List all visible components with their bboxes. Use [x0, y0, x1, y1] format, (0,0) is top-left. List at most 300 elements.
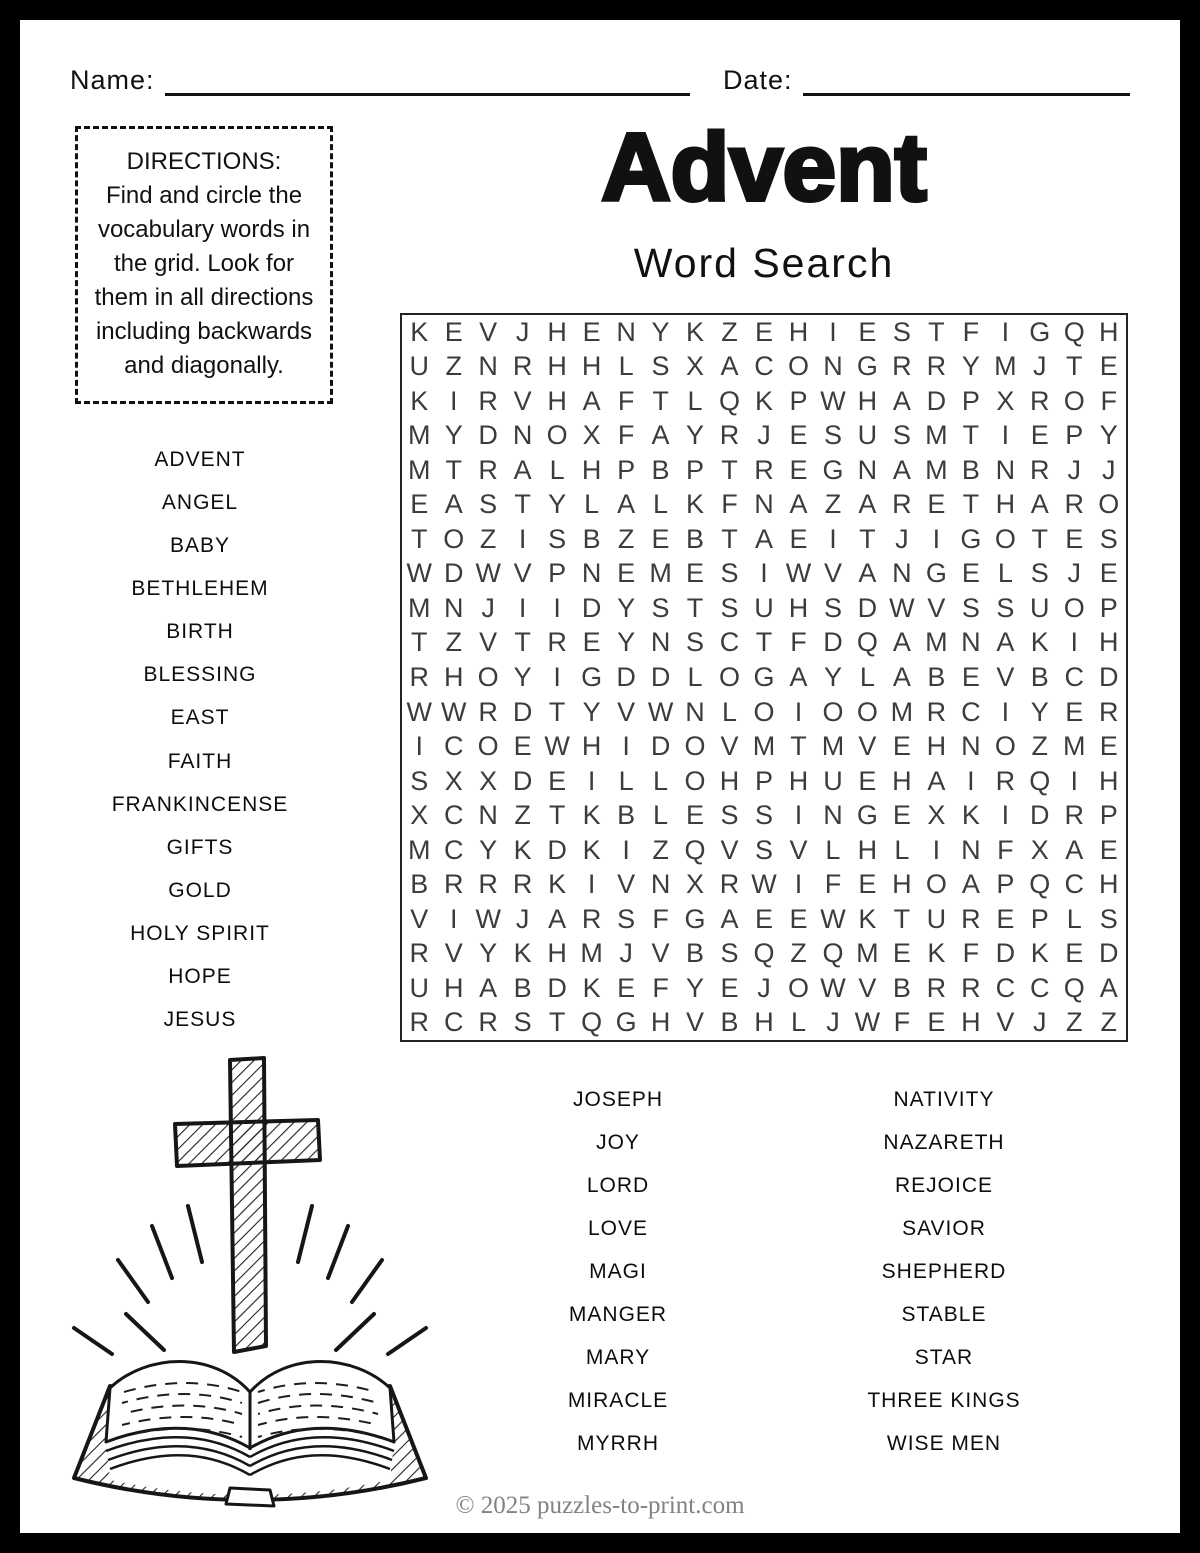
- grid-letter: J: [757, 972, 771, 1003]
- grid-letter: I: [829, 316, 837, 347]
- grid-letter: W: [820, 903, 846, 934]
- grid-letter: D: [650, 731, 671, 762]
- word-list-item: WISE MEN: [886, 1431, 1002, 1455]
- grid-letter: P: [617, 454, 636, 485]
- grid-letter: E: [617, 558, 636, 589]
- grid-letter: F: [1100, 385, 1117, 416]
- grid-letter: M: [994, 351, 1017, 382]
- grid-letter: R: [892, 489, 912, 520]
- grid-letter: N: [478, 351, 498, 382]
- grid-letter: B: [651, 454, 670, 485]
- word-list-item: THREE KINGS: [867, 1388, 1021, 1412]
- grid-letter: I: [518, 592, 527, 623]
- grid-letter: I: [622, 731, 630, 762]
- grid-letter: M: [580, 938, 603, 969]
- grid-letter: B: [1030, 661, 1049, 692]
- grid-letter: R: [547, 627, 567, 658]
- cross-icon: [175, 1058, 320, 1352]
- grid-letter: B: [582, 523, 601, 554]
- grid-letter: O: [1063, 592, 1085, 623]
- grid-letter: J: [1102, 454, 1116, 485]
- directions-heading: DIRECTIONS:: [126, 148, 282, 175]
- grid-letter: N: [754, 489, 774, 520]
- grid-letter: X: [686, 869, 705, 900]
- grid-letter: T: [1031, 523, 1049, 554]
- grid-letter: U: [754, 592, 774, 623]
- grid-letter: B: [513, 972, 532, 1003]
- grid-letter: H: [995, 489, 1016, 520]
- grid-letter: Y: [1030, 696, 1049, 727]
- grid-letter: Y: [617, 592, 636, 623]
- word-list-item: STAR: [914, 1345, 974, 1369]
- grid-letter: P: [686, 454, 705, 485]
- word-list-item: BABY: [169, 533, 231, 557]
- grid-letter: I: [794, 800, 803, 831]
- grid-letter: D: [512, 696, 533, 727]
- grid-letter: H: [1099, 627, 1119, 658]
- grid-letter: R: [512, 351, 533, 382]
- grid-letter: K: [582, 800, 601, 831]
- grid-letter: E: [686, 558, 705, 589]
- grid-letter: N: [478, 800, 498, 831]
- grid-letter: K: [686, 316, 705, 347]
- grid-letter: Y: [823, 661, 842, 692]
- grid-letter: S: [754, 834, 773, 865]
- grid-letter: J: [1033, 351, 1047, 382]
- grid-letter: N: [685, 696, 705, 727]
- grid-letter: G: [925, 558, 947, 589]
- grid-letter: F: [962, 938, 980, 969]
- grid-letter: N: [823, 351, 843, 382]
- grid-letter: I: [553, 592, 561, 623]
- grid-letter: H: [892, 869, 912, 900]
- grid-letter: I: [1001, 696, 1010, 727]
- grid-letter: W: [820, 972, 846, 1003]
- grid-letter: W: [820, 385, 846, 416]
- grid-letter: I: [932, 523, 941, 554]
- grid-letter: X: [1030, 834, 1049, 865]
- grid-letter: J: [515, 316, 530, 347]
- grid-letter: T: [652, 385, 669, 416]
- grid-letter: E: [617, 972, 636, 1003]
- grid-letter: L: [618, 765, 634, 796]
- grid-letter: O: [546, 420, 568, 451]
- word-list-item: MAGI: [589, 1259, 647, 1283]
- grid-letter: I: [415, 731, 423, 762]
- word-list-item: MYRRH: [577, 1431, 659, 1455]
- grid-letter: A: [479, 972, 498, 1003]
- grid-letter: C: [1064, 661, 1085, 692]
- grid-letter: R: [961, 972, 981, 1003]
- date-label: Date:: [723, 65, 793, 95]
- grid-letter: U: [409, 351, 429, 382]
- grid-letter: O: [1098, 489, 1120, 520]
- word-list-item: BLESSING: [143, 663, 257, 687]
- grid-letter: T: [928, 316, 945, 347]
- grid-letter: E: [858, 869, 877, 900]
- grid-letter: R: [926, 696, 947, 727]
- grid-letter: X: [410, 800, 429, 831]
- grid-letter: H: [788, 765, 809, 796]
- grid-letter: O: [684, 731, 706, 762]
- grid-letter: L: [790, 1007, 806, 1038]
- grid-letter: R: [512, 869, 533, 900]
- grid-letter: J: [1067, 558, 1082, 589]
- word-list-item: NATIVITY: [893, 1087, 995, 1111]
- grid-letter: G: [1029, 316, 1051, 347]
- directions-body: Find and circle the vocabulary words in the grid. Look for them in all directions including backwards and diagonally.: [94, 182, 314, 379]
- grid-letter: J: [826, 1007, 840, 1038]
- grid-letter: S: [479, 489, 498, 520]
- grid-letter: H: [892, 765, 912, 796]
- grid-letter: H: [547, 385, 567, 416]
- grid-letter: M: [856, 938, 879, 969]
- grid-letter: S: [892, 420, 911, 451]
- grid-letter: F: [617, 385, 635, 416]
- word-list-item: LOVE: [587, 1216, 649, 1240]
- grid-letter: I: [1001, 420, 1010, 451]
- grid-letter: R: [478, 869, 498, 900]
- grid-letter: A: [927, 765, 946, 796]
- grid-letter: W: [889, 592, 915, 623]
- cross-and-bible-illustration: [60, 1050, 480, 1510]
- word-list-item: JOSEPH: [572, 1087, 664, 1111]
- grid-letter: K: [1030, 627, 1049, 658]
- word-list-item: REJOICE: [894, 1173, 993, 1197]
- grid-letter: D: [512, 765, 533, 796]
- word-list-item: GIFTS: [166, 835, 234, 859]
- grid-letter: H: [1099, 765, 1119, 796]
- grid-letter: K: [513, 834, 532, 865]
- grid-letter: W: [785, 558, 812, 589]
- grid-letter: R: [892, 351, 912, 382]
- grid-letter: P: [754, 765, 773, 796]
- grid-letter: V: [651, 938, 670, 969]
- grid-letter: R: [926, 351, 947, 382]
- grid-letter: A: [961, 869, 980, 900]
- grid-letter: N: [581, 558, 602, 589]
- grid-letter: A: [892, 454, 911, 485]
- grid-letter: S: [1099, 523, 1118, 554]
- grid-letter: L: [549, 454, 565, 485]
- grid-letter: S: [996, 592, 1015, 623]
- grid-letter: V: [686, 1007, 705, 1038]
- grid-letter: E: [789, 903, 808, 934]
- word-list-item: FRANKINCENSE: [111, 792, 289, 816]
- grid-letter: I: [829, 523, 837, 554]
- grid-letter: E: [754, 316, 773, 347]
- grid-letter: T: [686, 592, 704, 623]
- word-list-bottom-right: [794, 1078, 1094, 1465]
- grid-letter: T: [721, 523, 738, 554]
- grid-letter: R: [1030, 454, 1050, 485]
- grid-letter: S: [651, 351, 670, 382]
- grid-letter: H: [547, 316, 567, 347]
- grid-letter: T: [548, 1007, 566, 1038]
- grid-letter: Z: [445, 351, 462, 382]
- grid-letter: N: [823, 800, 843, 831]
- worksheet-page: [20, 20, 1180, 1533]
- grid-letter: G: [581, 661, 603, 692]
- grid-letter: O: [787, 351, 809, 382]
- grid-letter: Y: [686, 972, 705, 1003]
- grid-letter: E: [996, 903, 1015, 934]
- grid-letter: N: [961, 834, 981, 865]
- grid-letter: Y: [444, 420, 463, 451]
- grid-letter: V: [858, 731, 877, 762]
- grid-letter: F: [652, 972, 669, 1003]
- grid-letter: Q: [1063, 316, 1085, 347]
- grid-letter: W: [751, 869, 777, 900]
- grid-letter: O: [684, 765, 706, 796]
- grid-letter: Q: [1029, 869, 1051, 900]
- grid-letter: V: [720, 834, 739, 865]
- grid-letter: Z: [479, 523, 497, 554]
- grid-letter: L: [653, 765, 669, 796]
- grid-letter: R: [1064, 800, 1085, 831]
- grid-letter: U: [926, 903, 947, 934]
- grid-letter: H: [443, 972, 464, 1003]
- grid-letter: J: [515, 903, 530, 934]
- grid-letter: E: [1065, 938, 1084, 969]
- grid-letter: J: [1033, 1007, 1047, 1038]
- directions-box: [75, 126, 333, 404]
- grid-letter: C: [1030, 972, 1050, 1003]
- grid-letter: R: [409, 938, 429, 969]
- grid-letter: P: [1065, 420, 1084, 451]
- grid-letter: A: [858, 558, 877, 589]
- grid-letter: E: [754, 903, 773, 934]
- grid-letter: M: [821, 731, 845, 762]
- grid-letter: L: [894, 834, 910, 865]
- grid-letter: K: [858, 903, 877, 934]
- grid-letter: Y: [479, 834, 498, 865]
- grid-letter: I: [1070, 765, 1079, 796]
- grid-letter: D: [857, 592, 878, 623]
- grid-letter: Z: [445, 627, 462, 658]
- grid-letter: E: [410, 489, 429, 520]
- grid-letter: J: [895, 523, 909, 554]
- grid-letter: H: [443, 661, 464, 692]
- grid-letter: W: [406, 696, 432, 727]
- grid-letter: U: [409, 972, 429, 1003]
- grid-letter: Z: [1031, 731, 1049, 762]
- grid-letter: P: [1099, 592, 1118, 623]
- word-list-item: SAVIOR: [902, 1216, 986, 1240]
- grid-letter: S: [720, 800, 739, 831]
- grid-letter: J: [619, 938, 633, 969]
- grid-letter: L: [618, 351, 634, 382]
- grid-letter: J: [1067, 454, 1082, 485]
- grid-letter: O: [994, 731, 1016, 762]
- grid-letter: X: [686, 351, 705, 382]
- grid-letter: Y: [686, 420, 705, 451]
- grid-letter: O: [477, 661, 499, 692]
- grid-letter: T: [755, 627, 773, 658]
- grid-letter: A: [582, 385, 601, 416]
- grid-letter: S: [651, 592, 670, 623]
- grid-letter: O: [719, 661, 741, 692]
- name-label: Name:: [70, 65, 155, 95]
- grid-letter: S: [720, 938, 739, 969]
- grid-letter: N: [512, 420, 533, 451]
- date-underline: [803, 64, 1130, 96]
- grid-letter: S: [548, 523, 567, 554]
- grid-letter: D: [581, 592, 602, 623]
- grid-letter: C: [995, 972, 1016, 1003]
- grid-letter: P: [1030, 903, 1049, 934]
- word-list-item: GOLD: [168, 878, 232, 902]
- grid-letter: W: [544, 731, 570, 762]
- grid-letter: V: [479, 316, 498, 347]
- grid-letter: M: [925, 454, 948, 485]
- grid-letter: K: [686, 489, 705, 520]
- grid-letter: V: [513, 385, 532, 416]
- grid-letter: Z: [721, 316, 738, 347]
- grid-letter: Q: [684, 834, 706, 865]
- grid-letter: B: [686, 938, 705, 969]
- grid-letter: T: [445, 454, 462, 485]
- grid-letter: B: [892, 972, 911, 1003]
- grid-letter: T: [548, 696, 566, 727]
- word-list-item: EAST: [170, 706, 230, 730]
- grid-letter: H: [1099, 869, 1119, 900]
- grid-letter: L: [1066, 903, 1082, 934]
- grid-letter: C: [961, 696, 981, 727]
- grid-letter: D: [995, 938, 1016, 969]
- grid-letter: F: [893, 1007, 911, 1038]
- grid-letter: V: [513, 558, 532, 589]
- grid-letter: M: [752, 731, 776, 762]
- word-list-left: [58, 438, 342, 1042]
- grid-letter: D: [443, 558, 464, 589]
- grid-letter: D: [926, 385, 947, 416]
- grid-letter: B: [720, 1007, 739, 1038]
- grid-letter: K: [961, 800, 980, 831]
- grid-letter: O: [856, 696, 878, 727]
- grid-letter: A: [892, 661, 911, 692]
- grid-letter: E: [1030, 420, 1049, 451]
- grid-letter: P: [996, 869, 1015, 900]
- grid-letter: H: [754, 1007, 774, 1038]
- grid-letter: Q: [753, 938, 775, 969]
- grid-letter: I: [760, 558, 768, 589]
- grid-letter: O: [822, 696, 844, 727]
- grid-letter: D: [1099, 938, 1119, 969]
- grid-letter: A: [720, 351, 739, 382]
- grid-letter: L: [584, 489, 600, 520]
- grid-letter: P: [1099, 800, 1118, 831]
- grid-letter: G: [753, 661, 775, 692]
- grid-letter: X: [582, 420, 601, 451]
- grid-letter: E: [858, 316, 877, 347]
- grid-letter: L: [997, 558, 1013, 589]
- grid-letter: Q: [856, 627, 878, 658]
- grid-letter: Y: [617, 627, 636, 658]
- grid-letter: E: [1099, 558, 1118, 589]
- grid-letter: M: [407, 592, 431, 623]
- grid-letter: H: [857, 834, 878, 865]
- grid-letter: I: [1001, 800, 1010, 831]
- grid-letter: V: [996, 1007, 1015, 1038]
- grid-letter: D: [1030, 800, 1050, 831]
- grid-letter: R: [719, 420, 740, 451]
- grid-letter: I: [932, 834, 941, 865]
- grid-letter: E: [789, 454, 808, 485]
- grid-letter: A: [548, 903, 567, 934]
- grid-letter: V: [996, 661, 1015, 692]
- grid-letter: S: [961, 592, 980, 623]
- grid-letter: Z: [1100, 1007, 1117, 1038]
- grid-letter: A: [720, 903, 739, 934]
- grid-letter: R: [478, 1007, 498, 1038]
- grid-letter: A: [651, 420, 670, 451]
- grid-letter: I: [622, 834, 630, 865]
- grid-letter: J: [481, 592, 495, 623]
- word-list-item: BETHLEHEM: [131, 576, 269, 600]
- grid-letter: F: [617, 420, 635, 451]
- grid-letter: G: [856, 351, 878, 382]
- grid-letter: I: [1001, 316, 1010, 347]
- grid-letter: V: [617, 869, 636, 900]
- grid-letter: Z: [1066, 1007, 1083, 1038]
- grid-letter: P: [548, 558, 567, 589]
- grid-letter: S: [1030, 558, 1049, 589]
- grid-letter: O: [994, 523, 1016, 554]
- grid-letter: H: [926, 731, 947, 762]
- page-subtitle: Word Search: [633, 240, 895, 286]
- grid-letter: T: [859, 523, 876, 554]
- grid-letter: S: [823, 420, 842, 451]
- grid-letter: K: [548, 869, 567, 900]
- grid-letter: R: [409, 661, 429, 692]
- grid-letter: L: [653, 800, 669, 831]
- grid-letter: A: [1030, 489, 1049, 520]
- grid-letter: I: [587, 765, 596, 796]
- grid-letter: H: [581, 454, 602, 485]
- grid-letter: V: [858, 972, 877, 1003]
- grid-letter: L: [859, 661, 875, 692]
- grid-letter: N: [961, 627, 981, 658]
- grid-letter: R: [409, 1007, 429, 1038]
- grid-letter: A: [444, 489, 463, 520]
- grid-letter: I: [449, 903, 458, 934]
- grid-letter: N: [857, 454, 878, 485]
- grid-letter: A: [1065, 834, 1084, 865]
- grid-letter: M: [1063, 731, 1086, 762]
- grid-letter: E: [961, 661, 980, 692]
- grid-letter: R: [926, 972, 947, 1003]
- grid-letter: B: [927, 661, 946, 692]
- grid-letter: J: [757, 420, 771, 451]
- grid-letter: E: [858, 765, 877, 796]
- grid-letter: B: [617, 800, 636, 831]
- grid-letter: W: [475, 903, 501, 934]
- grid-letter: I: [794, 696, 803, 727]
- word-list-item: HOLY SPIRIT: [130, 922, 270, 946]
- grid-letter: V: [479, 627, 498, 658]
- grid-letter: E: [892, 731, 911, 762]
- grid-letter: A: [1099, 972, 1118, 1003]
- grid-letter: S: [617, 903, 636, 934]
- grid-letter: S: [720, 592, 739, 623]
- word-list-item: JESUS: [163, 1008, 237, 1032]
- grid-letter: B: [686, 523, 705, 554]
- word-list-item: NAZARETH: [883, 1130, 1005, 1154]
- name-underline: [165, 64, 690, 96]
- grid-letter: S: [1099, 903, 1118, 934]
- grid-letter: F: [824, 869, 842, 900]
